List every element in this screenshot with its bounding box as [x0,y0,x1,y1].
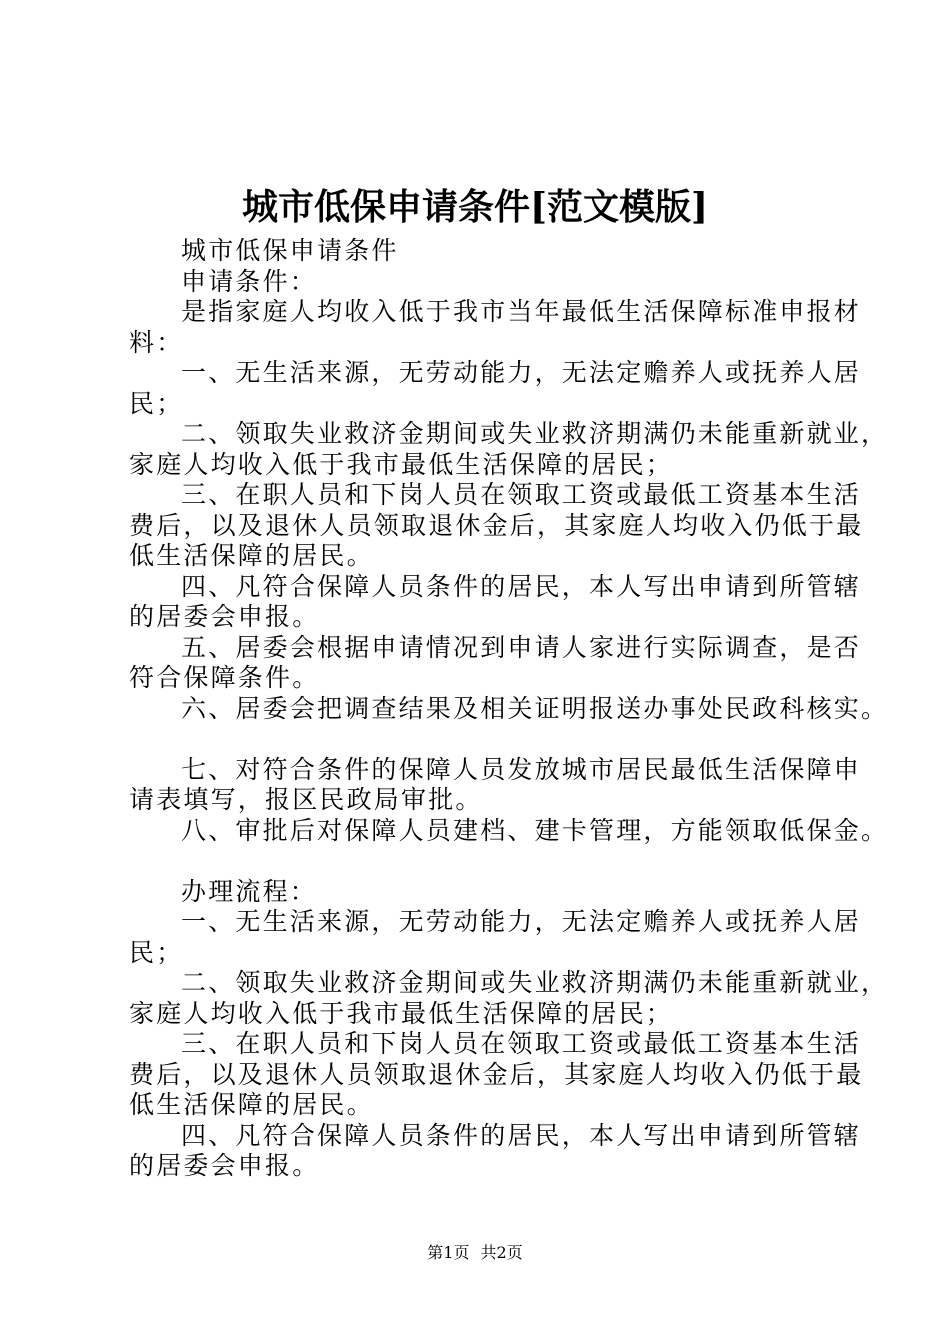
paragraph [129,968,889,1029]
text-line: 六、居委会把调查结果及相关证明报送办事处民政科核实。 [181,693,889,723]
paragraph [129,267,854,298]
text-line: 请表填写，报区民政局审批。 [129,785,483,814]
paragraph [129,358,862,419]
text-line: 的居委会申报。 [129,602,320,631]
text-line: 四、凡符合保障人员条件的居民，本人写出申请到所管辖 [181,1120,862,1150]
page-total: 共2页 [480,1243,523,1262]
text-line: 的居委会申报。 [129,1151,320,1180]
text-line: 符合保障条件。 [129,663,320,692]
text-line: 一、无生活来源，无劳动能力，无法定赡养人或抚养人居 [181,907,862,936]
text-line: 一、无生活来源，无劳动能力，无法定赡养人或抚养人居 [181,358,862,387]
text-line: 七、对符合条件的保障人员发放城市居民最低生活保障申 [181,754,862,784]
paragraph [129,877,854,908]
text-line: 三、在职人员和下岗人员在领取工资或最低工资基本生活 [181,480,862,509]
text-line: 办理流程： [181,876,318,906]
blank-line [129,846,854,877]
text-line: 低生活保障的居民。 [129,541,374,570]
text-line: 城市低保申请条件 [181,236,399,265]
paragraph [129,480,864,572]
paragraph [129,632,862,694]
blank-line [129,724,854,755]
paragraph [129,571,862,633]
page-footer [0,1242,950,1264]
text-line: 家庭人均收入低于我市最低生活保障的居民； [129,998,674,1028]
text-line: 四、凡符合保障人员条件的居民，本人写出申请到所管辖 [181,571,862,601]
text-line: 三、在职人员和下岗人员在领取工资或最低工资基本生活 [181,1029,862,1058]
paragraph [129,297,862,358]
paragraph [129,815,889,847]
text-line: 民； [129,937,184,967]
text-line: 申请条件： [181,266,318,296]
text-line: 家庭人均收入低于我市最低生活保障的居民； [129,449,674,479]
text-line: 低生活保障的居民。 [129,1090,374,1119]
text-line: 是指家庭人均收入低于我市当年最低生活保障标准申报材 [181,297,862,326]
paragraph [129,1029,864,1121]
paragraph [129,754,862,816]
text-line: 民； [129,388,184,418]
text-line: 费后，以及退休人员领取退休金后，其家庭人均收入仍低于最 [129,510,864,540]
text-line: 八、审批后对保障人员建档、建卡管理，方能领取低保金。 [181,815,889,845]
paragraph [129,907,862,968]
paragraph [129,693,889,725]
page-number: 第1页 [427,1243,470,1262]
document-body [129,236,889,1182]
text-line: 五、居委会根据申请情况到申请人家进行实际调查，是否 [181,632,862,662]
text-line: 二、领取失业救济金期间或失业救济期满仍未能重新就业， [181,419,889,448]
paragraph [129,419,889,480]
paragraph [129,1120,862,1182]
text-line: 二、领取失业救济金期间或失业救济期满仍未能重新就业， [181,968,889,997]
paragraph [129,236,854,267]
text-line: 料： [129,327,184,357]
document-title: 城市低保申请条件[范文模版] [241,186,709,228]
text-line: 费后，以及退休人员领取退休金后，其家庭人均收入仍低于最 [129,1059,864,1089]
